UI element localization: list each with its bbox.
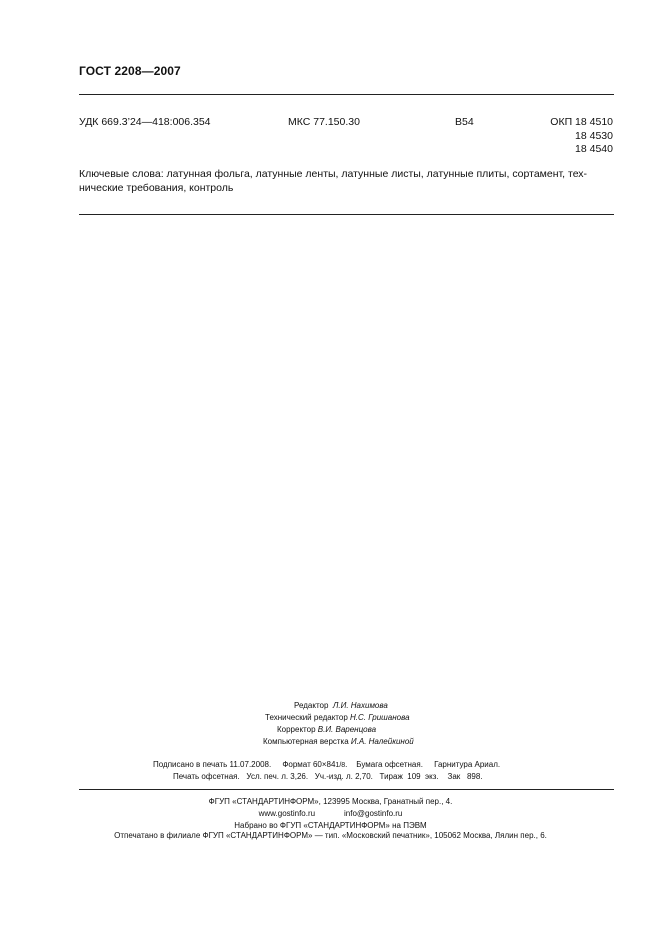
signed-date: Подписано в печать 11.07.2008.	[153, 760, 272, 769]
keywords-line-2: нические требования, контроль	[79, 182, 234, 194]
publisher-contacts	[0, 809, 661, 818]
publisher-address: ФГУП «СТАНДАРТИНФОРМ», 123995 Москва, Гранатный пер., 4.	[208, 797, 453, 806]
paper-format: Формат 60×84	[282, 760, 336, 769]
credit-role: Компьютерная верстка	[263, 737, 349, 746]
credit-person: Л.И. Нахимова	[332, 701, 388, 710]
credit-role: Корректор	[277, 725, 316, 734]
credit-role: Редактор	[294, 701, 329, 710]
typeset-info: Набрано во ФГУП «СТАНДАРТИНФОРМ» на ПЭВМ	[234, 821, 427, 830]
credit-layout	[263, 737, 414, 746]
credit-proofreader	[277, 725, 376, 734]
publisher-email: info@gostinfo.ru	[344, 809, 403, 818]
header-divider	[79, 94, 614, 95]
print-info-line-2: Печать офсетная. Усл. печ. л. 3,26. Уч.-изд. л. 2,70. Тираж 109 экз. Зак 898.	[173, 772, 483, 781]
keywords-divider	[79, 214, 614, 215]
credit-tech-editor	[265, 713, 410, 722]
credit-role: Технический редактор	[265, 713, 348, 722]
credit-person: Н.С. Гришанова	[350, 713, 410, 722]
standard-code: ГОСТ 2208—2007	[79, 64, 181, 78]
udk-code: УДК 669.3’24—418:006.354	[79, 116, 211, 128]
publisher-website: www.gostinfo.ru	[258, 809, 316, 818]
keywords-line-1: Ключевые слова: латунная фольга, латунные ленты, латунные листы, латунные плиты, сортамент, тех-	[79, 168, 588, 180]
okp-codes	[530, 116, 613, 157]
group-code: В54	[455, 116, 474, 128]
credit-person: И.А. Налейкиной	[350, 737, 414, 746]
credit-editor	[294, 701, 388, 710]
printed-info: Отпечатано в филиале ФГУП «СТАНДАРТИНФОРМ» — тип. «Московский печатник», 105062 Москва, Лялин пер., 6.	[114, 831, 547, 840]
paper-type: Бумага офсетная.	[356, 760, 423, 769]
okp-code-1: ОКП 18 4510	[550, 116, 613, 128]
mks-code: МКС 77.150.30	[288, 116, 360, 128]
okp-code-2: 18 4530	[575, 129, 613, 142]
paper-format-fraction: 1/8	[335, 762, 346, 769]
keywords-paragraph	[79, 167, 614, 195]
okp-code-3: 18 4540	[575, 143, 613, 155]
typeface: Гарнитура Ариал.	[434, 760, 501, 769]
credit-person: В.И. Варенцова	[317, 725, 377, 734]
print-info-line-1: Подписано в печать 11.07.2008. Формат 60×841/8. Бумага офсетная. Гарнитура Ариал.	[153, 760, 501, 769]
footer-divider	[79, 789, 614, 790]
